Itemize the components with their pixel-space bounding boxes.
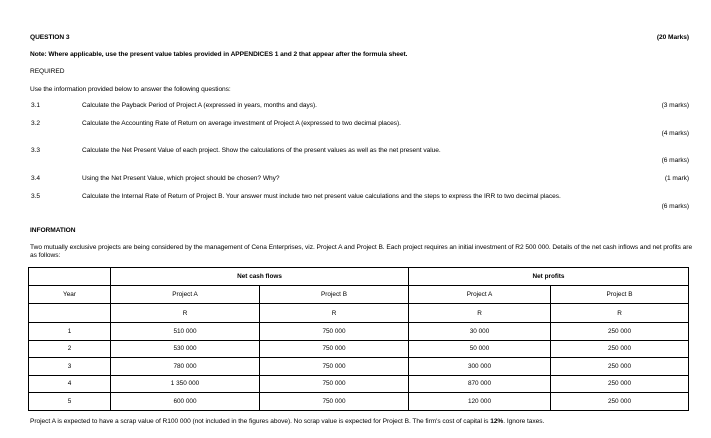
- unit-cell: R: [551, 304, 689, 323]
- information-intro: Two mutually exclusive projects are being considered by the management of Cena Enterprises, viz. Project A and Project B. Each project requires an initial investment of R2 500 000. Details of the net cash inflows and net profits are as follows:: [30, 244, 693, 259]
- footer-text-before: Project A is expected to have a scrap value of R100 000 (not included in the figures above). No scrap value is expected for Project B. The firm's cost of capital is: [30, 418, 491, 425]
- question-title: QUESTION 3: [30, 34, 70, 41]
- information-heading: INFORMATION: [30, 227, 76, 234]
- instruction: Use the information provided below to answer the following questions:: [30, 86, 231, 93]
- cash-b-cell: 750 000: [260, 323, 409, 341]
- profit-b-cell: 250 000: [551, 375, 689, 393]
- column-header-cash-project-b: Project B: [260, 286, 409, 304]
- table-row: [29, 375, 689, 393]
- item-marks: (4 marks): [661, 130, 689, 137]
- table-row: [29, 393, 689, 411]
- item-number: 3.2: [31, 120, 41, 127]
- unit-blank-cell: [29, 304, 111, 323]
- profit-b-cell: 250 000: [551, 323, 689, 341]
- unit-cell: R: [111, 304, 260, 323]
- blank-header-cell: [29, 268, 111, 286]
- item-text: Calculate the Net Present Value of each project. Show the calculations of the present values as well as the net present value.: [82, 147, 441, 154]
- year-cell: 3: [29, 358, 111, 376]
- group-header-net-profits: Net profits: [409, 268, 689, 286]
- footer-note: [30, 418, 544, 426]
- item-text: Calculate the Payback Period of Project A (expressed in years, months and days).: [82, 102, 317, 109]
- cost-of-capital-value: 12%: [490, 418, 504, 425]
- item-marks: (1 mark): [664, 175, 689, 182]
- item-text: Calculate the Accounting Rate of Return on average investment of Project A (expressed to two decimal places).: [82, 120, 401, 127]
- unit-cell: R: [260, 304, 409, 323]
- column-header-profit-project-b: Project B: [551, 286, 689, 304]
- item-text: Calculate the Internal Rate of Return of Project B. Your answer must include two net present value calculations and the steps to express the IRR to two decimal places.: [82, 193, 561, 200]
- item-number: 3.3: [31, 147, 41, 154]
- profit-a-cell: 50 000: [409, 340, 551, 358]
- cash-b-cell: 750 000: [260, 393, 409, 411]
- item-number: 3.4: [31, 175, 41, 182]
- cash-a-cell: 1 350 000: [111, 375, 260, 393]
- profit-b-cell: 250 000: [551, 340, 689, 358]
- profit-a-cell: 300 000: [409, 358, 551, 376]
- profit-b-cell: 250 000: [551, 393, 689, 411]
- table-row: [29, 340, 689, 358]
- table-row: [29, 358, 689, 376]
- year-cell: 4: [29, 375, 111, 393]
- cash-a-cell: 780 000: [111, 358, 260, 376]
- cash-a-cell: 530 000: [111, 340, 260, 358]
- column-header-profit-project-a: Project A: [409, 286, 551, 304]
- required-heading: REQUIRED: [30, 68, 65, 75]
- cash-b-cell: 750 000: [260, 358, 409, 376]
- column-header-cash-project-a: Project A: [111, 286, 260, 304]
- item-number: 3.1: [31, 102, 41, 109]
- cash-b-cell: 750 000: [260, 375, 409, 393]
- table-row: [29, 323, 689, 341]
- item-number: 3.5: [31, 193, 41, 200]
- note: Note: Where applicable, use the present value tables provided in APPENDICES 1 and 2 that appear after the formula sheet.: [30, 51, 408, 58]
- total-marks: (20 Marks): [656, 34, 689, 41]
- year-cell: 5: [29, 393, 111, 411]
- cash-flow-table: [28, 267, 689, 411]
- year-cell: 2: [29, 340, 111, 358]
- profit-a-cell: 30 000: [409, 323, 551, 341]
- group-header-net-cash-flows: Net cash flows: [111, 268, 409, 286]
- profit-b-cell: 250 000: [551, 358, 689, 376]
- cash-b-cell: 750 000: [260, 340, 409, 358]
- profit-a-cell: 120 000: [409, 393, 551, 411]
- cash-a-cell: 600 000: [111, 393, 260, 411]
- unit-cell: R: [409, 304, 551, 323]
- item-text: Using the Net Present Value, which project should be chosen? Why?: [82, 175, 280, 182]
- profit-a-cell: 870 000: [409, 375, 551, 393]
- column-header-year: Year: [29, 286, 111, 304]
- footer-text-after: . Ignore taxes.: [503, 418, 545, 425]
- item-marks: (3 marks): [661, 102, 689, 109]
- cash-a-cell: 510 000: [111, 323, 260, 341]
- year-cell: 1: [29, 323, 111, 341]
- item-marks: (6 marks): [661, 157, 689, 164]
- item-marks: (6 marks): [661, 203, 689, 210]
